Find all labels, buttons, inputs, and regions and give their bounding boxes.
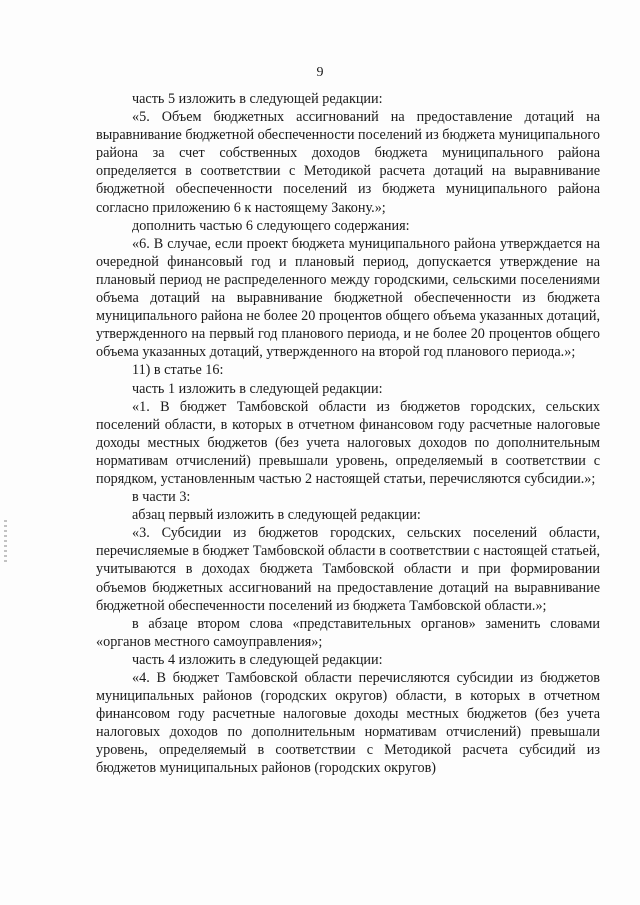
paragraph: абзац первый изложить в следующей редакции: [132,507,421,524]
paragraph: «3. Субсидии из бюджетов городских, сельских поселений области, перечисляемые в бюджет Тамбовской области в соответствии с настоящей статьей, учитываются в доходах бюджета Тамбовской области и при формировании объемов бюджетных ассигнований на предоставление дотаций на выравнивание бюджетной обеспеченности поселений из бюджета Тамбовской области.»; [96,525,600,614]
paragraph: «5. Объем бюджетных ассигнований на предоставление дотаций на выравнивание бюджетной обеспеченности поселений из бюджета муниципального района за счет собственных доходов бюджета муниципального района определяется в соответствии с Методикой расчета дотаций на выравнивание бюджетной обеспеченности поселений из бюджета муниципального района согласно приложению 6 к настоящему Закону.»; [96,109,600,216]
scan-margin-mark [4,520,7,564]
paragraph: «4. В бюджет Тамбовской области перечисляются субсидии из бюджетов муниципальных районов (городских округов) области, в которых в отчетном финансовом году расчетные налоговые доходы местных бюджетов (без учета налоговых доходов по дополнительным нормативам отчислений) превышали уровень, определяемый в соответствии с Методикой расчета субсидий из бюджетов муниципальных районов (городских округов) [96,670,600,777]
paragraph: «1. В бюджет Тамбовской области из бюджетов городских, сельских поселений области, в которых в отчетном финансовом году расчетные налоговые доходы местных бюджетов (без учета налоговых доходов по дополнительным нормативам отчислений) превышали уровень, определяемый в соответствии с порядком, установленным частью 2 настоящей статьи, перечисляются субсидии.»; [96,398,600,487]
page-number: 9 [316,65,324,80]
paragraph: дополнить частью 6 следующего содержания: [132,217,410,234]
paragraph: часть 5 изложить в следующей редакции: [132,91,383,107]
paragraph: в части 3: [132,489,191,506]
paragraph: часть 4 изложить в следующей редакции: [132,651,383,668]
paragraph: часть 1 изложить в следующей редакции: [132,380,383,397]
document-body [96,90,600,778]
paragraph: в абзаце втором слова «представительных органов» заменить словами «органов местного самоуправления»; [96,615,600,650]
paragraph: «6. В случае, если проект бюджета муниципального района утверждается на очередной финансовый год и плановый период, допускается утверждение на плановый период не распределенного между городскими, сельскими поселениями объема дотаций на выравнивание бюджетной обеспеченности из бюджета муниципального района не более 20 процентов общего объема указанных дотаций, утвержденного на первый год планового периода, и не более 20 процентов общего объема указанных дотаций, утвержденного на второй год планового периода.»; [96,235,600,361]
paragraph: 11) в статье 16: [132,362,224,379]
